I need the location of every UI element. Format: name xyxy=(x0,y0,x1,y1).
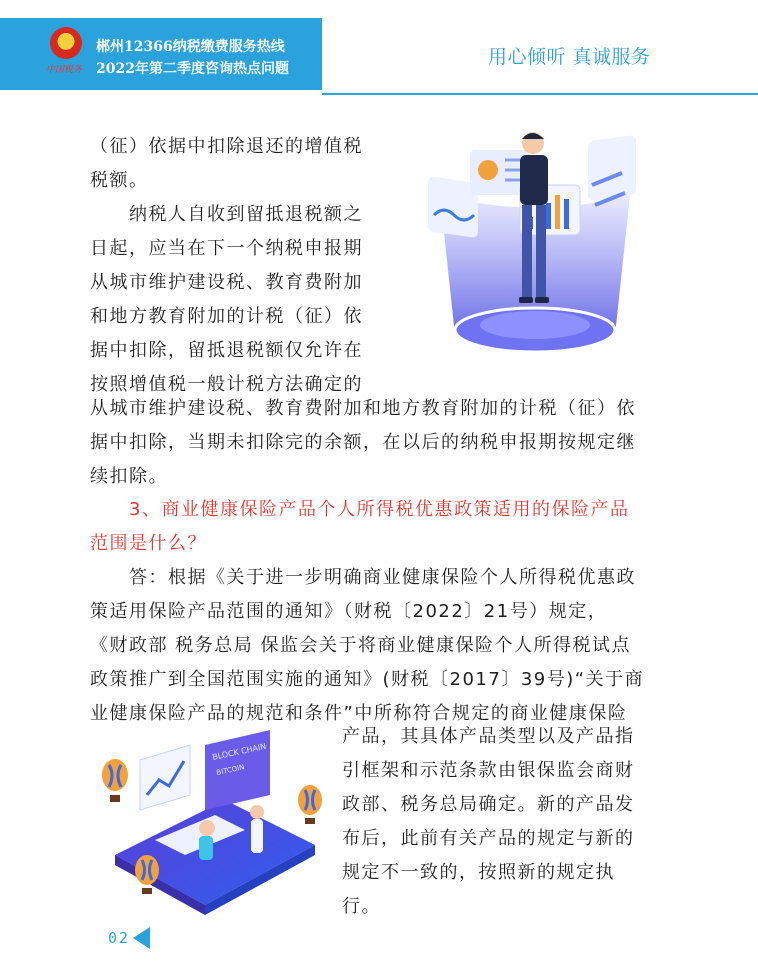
text-block-3 xyxy=(90,561,644,731)
tax-emblem-icon xyxy=(50,27,82,59)
line: 据中扣除，当期未扣除完的余额，在以后的纳税申报期按规定继 xyxy=(90,432,636,453)
line: 范围是什么？ xyxy=(90,533,207,554)
line: 策适用保险产品范围的通知》（财税〔2022〕21号）规定， xyxy=(90,601,608,622)
businessman-charts-illustration xyxy=(420,125,650,365)
header-title-line1: 郴州12366纳税缴费服务热线 xyxy=(96,39,285,55)
line: 从城市维护建设税、教育费附加 xyxy=(90,272,363,293)
line: 政策推广到全国范围实施的通知》(财税〔2017〕39号)“关于商 xyxy=(90,669,645,690)
balloon-icon xyxy=(102,759,128,802)
line: 行。 xyxy=(342,896,381,917)
slogan: 用心倾听 真诚服务 xyxy=(488,46,651,68)
text-block-1 xyxy=(90,130,363,402)
screen-text-bitcoin: BITCOIN xyxy=(215,763,246,777)
line: 产品，其具体产品类型以及产品指 xyxy=(342,726,635,747)
line: 3、商业健康保险产品个人所得税优惠政策适用的保险产品 xyxy=(90,499,630,520)
line: （征）依据中扣除退还的增值税 xyxy=(90,136,363,157)
line: 答：根据《关于进一步明确商业健康保险个人所得税优惠政 xyxy=(90,567,636,588)
line: 按照增值税一般计税方法确定的 xyxy=(90,374,363,395)
header-title xyxy=(96,36,318,80)
balloon-icon xyxy=(298,785,322,824)
emblem-script: 中国税务 xyxy=(46,65,83,75)
workstation-balloons-illustration xyxy=(95,720,335,920)
line: 从城市维护建设税、教育费附加和地方教育附加的计税（征）依 xyxy=(90,398,636,419)
line: 引框架和示范条款由银保监会商财 xyxy=(342,760,635,781)
page-number: 02 xyxy=(108,929,131,947)
header-title-line2: 2022年第二季度咨询热点问题 xyxy=(96,61,289,77)
line: 纳税人自收到留抵退税额之 xyxy=(90,204,363,225)
line: 政部、税务总局确定。新的产品发 xyxy=(342,794,635,815)
line: 规定不一致的，按照新的规定执 xyxy=(342,862,615,883)
text-block-2 xyxy=(90,392,636,494)
header-divider xyxy=(322,93,758,95)
line: 据中扣除，留抵退税额仅允许在 xyxy=(90,340,363,361)
line: 业健康保险产品的规范和条件”中所称符合规定的商业健康保险 xyxy=(90,703,628,724)
balloon-icon xyxy=(135,855,159,894)
line: 布后，此前有关产品的规定与新的 xyxy=(342,828,635,849)
line: 《财政部 税务总局 保监会关于将商业健康保险个人所得税试点 xyxy=(90,635,631,656)
line: 续扣除。 xyxy=(90,466,168,487)
line: 税额。 xyxy=(90,170,149,191)
line: 和地方教育附加的计税（征）依 xyxy=(90,306,363,327)
question-heading xyxy=(90,493,629,561)
page-arrow-icon xyxy=(133,927,150,949)
screen-text-blockchain: BLOCK CHAIN xyxy=(211,741,267,762)
text-block-4 xyxy=(342,720,635,924)
line: 日起，应当在下一个纳税申报期 xyxy=(90,238,363,259)
